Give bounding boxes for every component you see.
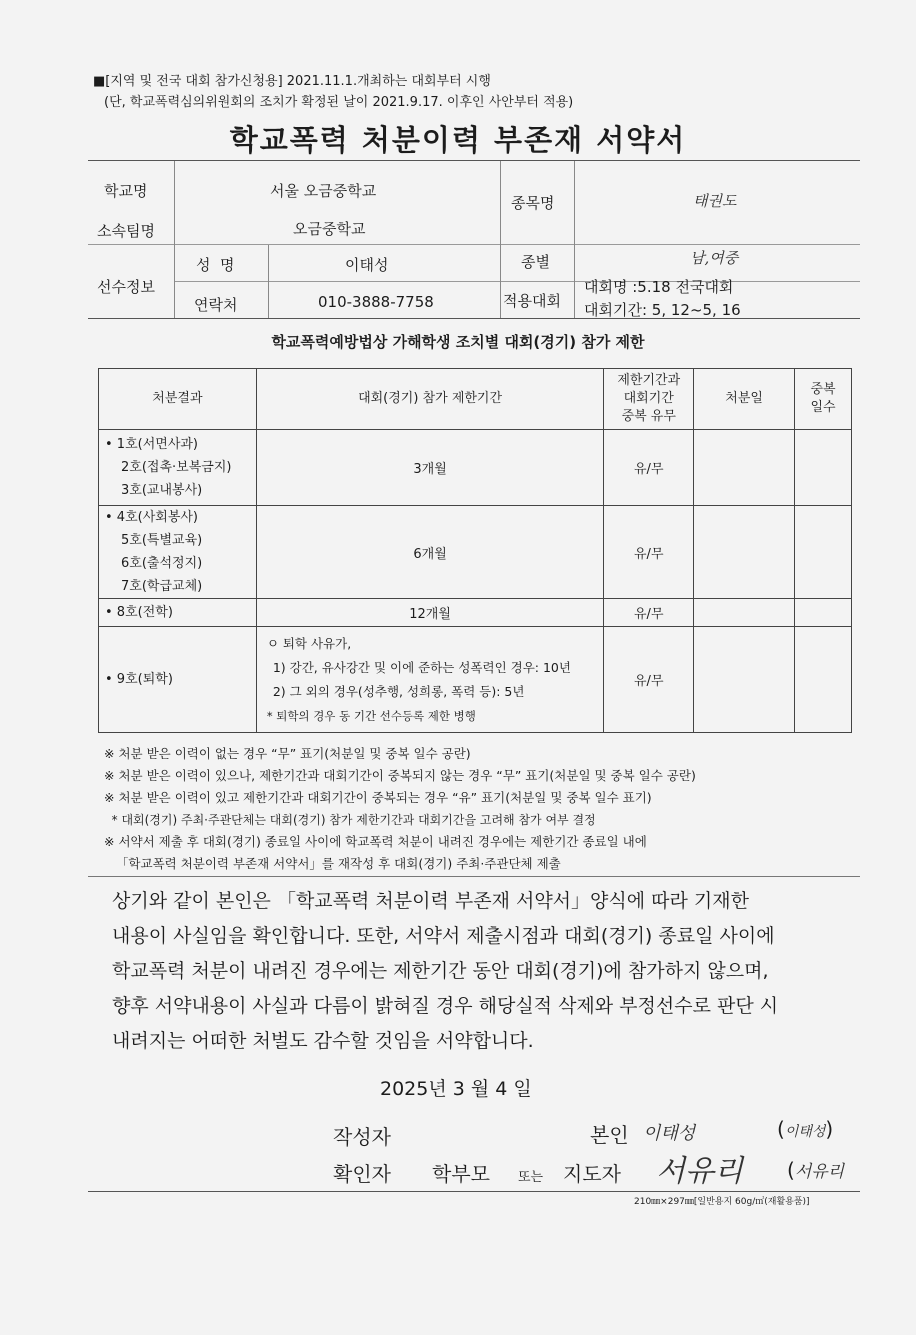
guardian-signature: 서유리 — [656, 1154, 743, 1189]
period-cell: 12개월 — [256, 599, 604, 627]
notes-block — [104, 743, 696, 875]
info-mid-line — [88, 244, 860, 245]
school-label: 학교명 — [104, 182, 148, 200]
guardian-seal: 서유리 — [794, 1162, 845, 1182]
notice-line-1: ■[지역 및 전국 대회 참가신청용] 2021.11.1.개최하는 대회부터 시행 — [93, 74, 491, 89]
period-cell: 6개월 — [256, 506, 604, 599]
result-cell: • 1호(서면사과) 2호(접촉·보복금지) 3호(교내봉사) — [99, 430, 257, 506]
details-cell: ㅇ 퇴학 사유가, 1) 강간, 유사강간 및 이에 준하는 성폭력인 경우: 10년 2) 그 외의 경우(성추행, 성희롱, 폭력 등): 5년 * 퇴학의 경우 동 기간 선수등록 제한 병행 — [256, 627, 604, 733]
event-value: 태권도 — [693, 192, 737, 210]
self-label: 본인 — [590, 1123, 629, 1147]
pledge-paragraph: 상기와 같이 본인은 「학교폭력 처분이력 부존재 서약서」양식에 따라 기재한 내용이 사실임을 확인합니다. 또한, 서약서 제출시점과 대회(경기) 종료일 사이에 학교폭력 처분이 내려진 경우에는 제한기간 동안 대회(경기)에 참가하지 않으며, 향후 서약내용이 사실과 다름이 밝혀질 경우 해당실적 삭제와 부정선수로 판단 시 내려지는 어떠한 처벌도 감수할 것임을 서약합니다. — [112, 890, 779, 1052]
date-cell[interactable] — [694, 430, 795, 506]
note-line: ※ 처분 받은 이력이 있으나, 제한기간과 대회기간이 중복되지 않는 경우 “무” 표기(처분일 및 중복 일수 공란) — [104, 768, 696, 783]
event-label: 종목명 — [511, 194, 555, 212]
overlap-cell: 유/무 — [604, 599, 694, 627]
apply-label: 적용대회 — [503, 292, 561, 310]
gender-value: 남,여중 — [690, 249, 739, 267]
or-label: 또는 — [518, 1170, 544, 1185]
paper-spec: 210㎜×297㎜[일반용지 60g/㎡(재활용품)] — [634, 1197, 810, 1207]
overlap-cell: 유/무 — [604, 506, 694, 599]
days-header: 중복 일수 — [795, 369, 852, 430]
note-line: ※ 서약서 제출 후 대회(경기) 종료일 사이에 학교폭력 처분이 내려진 경우에는 제한기간 종료일 내에 — [104, 834, 647, 849]
team-value: 오금중학교 — [293, 220, 366, 238]
apply-event-period: 대회기간: 5, 12~5, 16 — [584, 301, 741, 319]
note-line: ※ 처분 받은 이력이 있고 제한기간과 대회기간이 중복되는 경우 “유” 표기(처분일 및 중복 일수 표기) — [104, 790, 652, 805]
days-cell[interactable] — [795, 506, 852, 599]
document-title: 학교폭력 처분이력 부존재 서약서 — [229, 123, 687, 157]
parent-label: 학부모 — [432, 1162, 490, 1186]
name-label: 성 명 — [196, 256, 235, 274]
note-line: ※ 처분 받은 이력이 없는 경우 “무” 표기(처분일 및 중복 일수 공란) — [104, 746, 471, 761]
info-bottom-line — [88, 318, 860, 319]
date-cell[interactable] — [694, 627, 795, 733]
days-cell[interactable] — [795, 430, 852, 506]
self-name-handwritten: 이태성 — [643, 1123, 696, 1144]
result-cell: • 4호(사회봉사) 5호(특별교육) 6호(출석정지) 7호(학급교체) — [99, 506, 257, 599]
name-value: 이태성 — [345, 256, 389, 274]
days-cell[interactable] — [795, 599, 852, 627]
period-cell: 3개월 — [256, 430, 604, 506]
instructor-label: 지도자 — [563, 1162, 621, 1186]
apply-event-name: 대회명 :5.18 전국대회 — [584, 278, 734, 296]
date-cell[interactable] — [694, 506, 795, 599]
table-row — [99, 430, 852, 506]
date-header: 처분일 — [694, 369, 795, 430]
overlap-cell: 유/무 — [604, 430, 694, 506]
guardian-seal-paren-open: ( — [787, 1158, 795, 1182]
info-divider-3 — [500, 161, 501, 318]
writer-label: 작성자 — [333, 1125, 391, 1149]
info-divider-4 — [574, 161, 575, 318]
team-label: 소속팀명 — [97, 222, 155, 240]
note-line: * 대회(경기) 주최·주관단체는 대회(경기) 참가 제한기간과 대회기간을 고려해 참가 여부 결정 — [104, 813, 596, 827]
result-cell: • 9호(퇴학) — [99, 627, 257, 733]
confirmer-label: 확인자 — [333, 1162, 391, 1186]
gender-label: 종별 — [521, 253, 550, 271]
seal-paren-close: ) — [825, 1117, 834, 1141]
contact-label: 연락처 — [194, 296, 238, 314]
table-row — [99, 506, 852, 599]
result-cell: • 8호(전학) — [99, 599, 257, 627]
seal-paren-open: ( — [777, 1117, 785, 1141]
player-info-label: 선수정보 — [97, 278, 155, 296]
restriction-table — [98, 368, 852, 733]
overlap-header: 제한기간과 대회기간 중복 유무 — [604, 369, 694, 430]
info-player-line — [175, 281, 860, 282]
pledge-date: 2025년 3 월 4 일 — [380, 1078, 532, 1100]
school-value: 서울 오금중학교 — [270, 182, 377, 200]
table-row — [99, 627, 852, 733]
days-cell[interactable] — [795, 627, 852, 733]
footer-line — [88, 1191, 860, 1192]
info-top-line — [88, 160, 860, 161]
table-header-row — [99, 369, 852, 430]
date-cell[interactable] — [694, 599, 795, 627]
contact-value: 010-3888-7758 — [318, 293, 434, 311]
period-header: 대회(경기) 참가 제한기간 — [256, 369, 604, 430]
info-divider-1 — [174, 161, 175, 318]
result-header: 처분결과 — [99, 369, 257, 430]
note-line: 「학교폭력 처분이력 부존재 서약서」를 재작성 후 대회(경기) 주최·주관단체 제출 — [104, 856, 561, 871]
table-row — [99, 599, 852, 627]
restriction-subtitle: 학교폭력예방법상 가해학생 조치별 대회(경기) 참가 제한 — [271, 333, 645, 351]
info-divider-2 — [268, 245, 269, 318]
self-seal: 이태성 — [784, 1124, 826, 1140]
overlap-cell: 유/무 — [604, 627, 694, 733]
notice-line-2: (단, 학교폭력심의위원회의 조치가 확정된 날이 2021.9.17. 이후인 사안부터 적용) — [104, 95, 574, 110]
notes-divider — [88, 876, 860, 877]
